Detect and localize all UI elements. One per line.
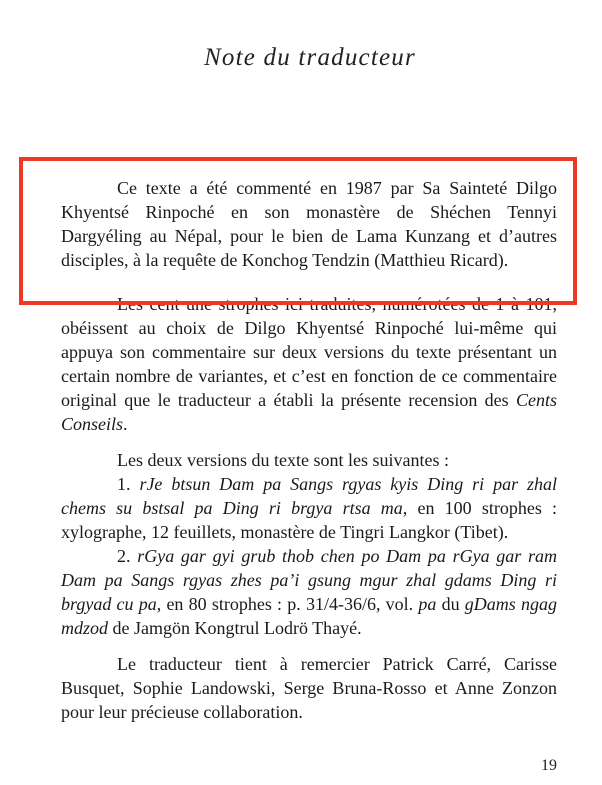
version-1-number: 1.: [117, 474, 140, 494]
paragraph-strophes-end: .: [123, 414, 128, 434]
book-title-italic: Cents Conseils: [61, 390, 557, 434]
version-2-number: 2.: [117, 546, 138, 566]
highlight-box: [19, 157, 577, 305]
version-2-title: rGya gar gyi grub thob chen po Dam pa rGya gar ram Dam pa Sangs rgyas zhes pa’i gsung mgur zhal gdams Ding ri brgyad cu pa: [61, 546, 557, 614]
version-2-details: , en 80 strophes : p. 31/4-36/6, vol.: [156, 594, 419, 614]
version-2-author: de Jamgön Kongtrul Lodrö Thayé.: [108, 618, 362, 638]
version-2-collection: gDams ngag mdzod: [61, 594, 558, 638]
paragraph-strophes: [61, 292, 557, 436]
paragraph-thanks: Le traducteur tient à remercier Patrick Carré, Carisse Busquet, Sophie Landowski, Serge Bruna-Rosso et Anne Zonzon pour leur précieuse collaboration.: [61, 654, 557, 722]
version-1-details: , en 100 strophes : xylographe, 12 feuillets, monastère de Tingri Langkor (Tibet).: [61, 498, 558, 542]
paragraph-strophes-text: Les cent une strophes ici traduites, numérotées de 1 à 101, obéissent au choix de Dilgo Khyentsé Rinpoché lui-même qui appuya son commentaire sur deux versions du texte présentant un certain nombre de variantes, et c’est en fonction de ce commentaire original que le traducteur a établi la présente recension des: [61, 294, 557, 410]
page-title: Note du traducteur: [204, 44, 416, 71]
version-1-title: rJe btsun Dam pa Sangs rgyas kyis Ding ri par zhal chems su bstsal pa Ding ri brgya rtsa ma: [61, 474, 558, 518]
paragraph-version-1: [61, 472, 557, 544]
page-number: 19: [541, 757, 557, 774]
paragraph-intro: Ce texte a été commenté en 1987 par Sa Sainteté Dilgo Khyentsé Rinpoché en son monastère de Shéchen Tennyi Dargyéling au Népal, pour le bien de Lama Kunzang et d’autres disciples, à la requête de Konchog Tendzin (Matthieu Ricard).: [61, 178, 557, 270]
version-2-du: du: [436, 594, 465, 614]
paragraph-versions: Les deux versions du texte sont les suivantes :: [117, 450, 449, 470]
paragraph-version-2: [61, 544, 557, 640]
version-2-volume: pa: [418, 594, 437, 614]
